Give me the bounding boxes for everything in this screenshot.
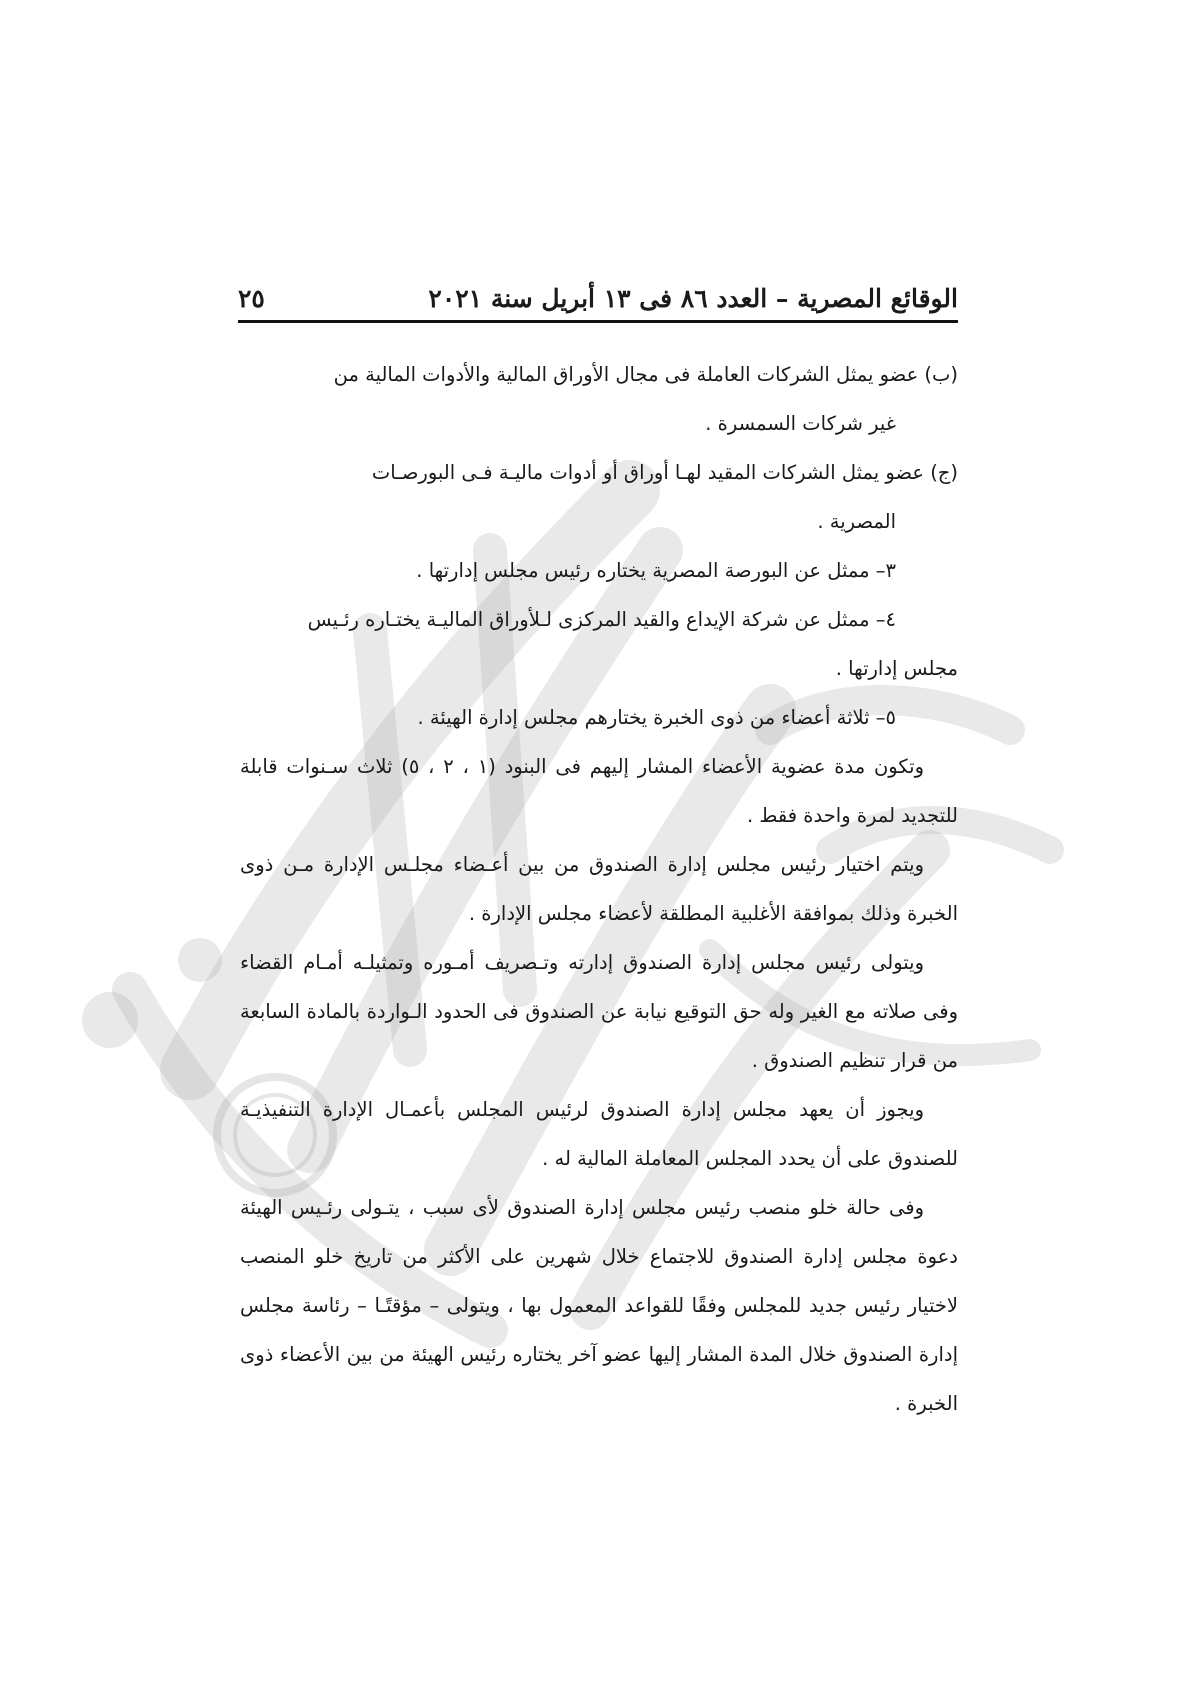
paragraph-chairman-selection: ويتم اختيار رئيس مجلس إدارة الصندوق من بين أعـضاء مجلـس الإدارة مـن ذوى الخبرة وذلك بموافقة الأغلبية المطلقة لأعضاء مجلس الإدارة . [240, 853, 958, 925]
list-item-b-line1: (ب) عضو يمثل الشركات العاملة فى مجال الأوراق المالية والأدوات المالية من [333, 363, 958, 386]
list-item-3: ٣– ممثل عن البورصة المصرية يختاره رئيس مجلس إدارتها . [416, 559, 896, 582]
paragraph-delegation: ويجوز أن يعهد مجلس إدارة الصندوق لرئيس المجلس بأعمـال الإدارة التنفيذيـة للصندوق على أن يحدد المجلس المعاملة المالية له . [240, 1098, 958, 1170]
list-item-j-line2: المصرية . [817, 510, 896, 533]
header-divider [238, 320, 958, 323]
list-item-4-line2: مجلس إدارتها . [835, 657, 958, 680]
list-item-5: ٥– ثلاثة أعضاء من ذوى الخبرة يختارهم مجلس إدارة الهيئة . [417, 706, 896, 729]
list-item-b [240, 350, 958, 448]
page-header [238, 270, 958, 314]
list-item-b-line2: غير شركات السمسرة . [705, 412, 896, 435]
list-item-j-line1: (ج) عضو يمثل الشركات المقيد لهـا أوراق أو أدوات ماليـة فـى البورصـات [371, 461, 958, 484]
page-number: ٢٥ [238, 284, 265, 313]
list-item-j [240, 448, 958, 546]
list-item-4 [240, 595, 958, 693]
gazette-title: الوقائع المصرية – العدد ٨٦ فى ١٣ أبريل سنة ٢٠٢١ [428, 284, 958, 313]
list-item-4-line1: ٤– ممثل عن شركة الإيداع والقيد المركزى لـلأوراق الماليـة يختـاره رئـيس [307, 608, 896, 631]
paragraph-vacancy: وفى حالة خلو منصب رئيس مجلس إدارة الصندوق لأى سبب ، يتـولى رئـيس الهيئة دعوة مجلس إدارة الصندوق للاجتماع خلال شهرين على الأكثر من تاريخ خلو المنصب لاختيار رئيس جديد للمجلس وفقًا للقواعد المعمول بها ، ويتولى – مؤقتًـا – رئاسة مجلس إدارة الصندوق خلال المدة المشار إليها عضو آخر يختاره رئيس الهيئة من بين الأعضاء ذوى الخبرة . [240, 1196, 958, 1415]
paragraph-membership-term: وتكون مدة عضوية الأعضاء المشار إليهم فى البنود (١ ، ٢ ، ٥) ثلاث سـنوات قابلة للتجديد لمرة واحدة فقط . [240, 755, 958, 827]
paragraph-chairman-duties: ويتولى رئيس مجلس إدارة الصندوق إدارته وتـصريف أمـوره وتمثيلـه أمـام القضاء وفى صلاته مع الغير وله حق التوقيع نيابة عن الصندوق فى الحدود الـواردة بالمادة السابعة من قرار تنظيم الصندوق . [240, 951, 958, 1072]
document-body [240, 350, 958, 1428]
